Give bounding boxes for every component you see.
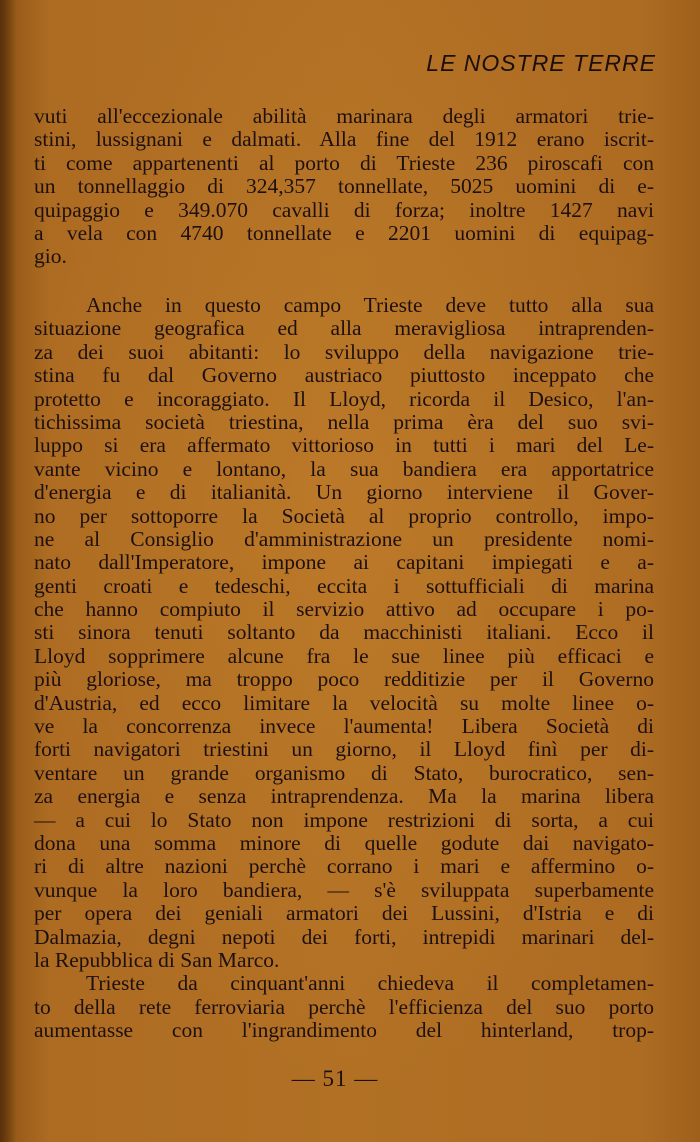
text-line: forti navigatori triestini un giorno, il Lloyd finì per di- — [34, 738, 654, 762]
text-line: ve la concorrenza invece l'aumenta! Libera Società di — [34, 715, 654, 739]
text-line: luppo si era affermato vittorioso in tutti i mari del Le- — [34, 434, 654, 458]
text-line: tichissima società triestina, nella prima èra del suo svi- — [34, 410, 654, 434]
text-line: d'energia e di italianità. Un giorno interviene il Gover- — [34, 481, 654, 505]
text-line: che hanno compiuto il servizio attivo ad occupare i po- — [34, 598, 654, 622]
text-line: a vela con 4740 tonnellate e 2201 uomini di equipag- — [34, 221, 654, 245]
text-line: to della rete ferroviaria perchè l'efficienza del suo porto — [34, 995, 654, 1019]
paragraph-1 — [34, 105, 654, 269]
text-line: per opera dei geniali armatori dei Lussini, d'Istria e di — [34, 902, 654, 926]
text-line: vante vicino e lontano, la sua bandiera era apportatrice — [34, 457, 654, 481]
text-line: — a cui lo Stato non impone restrizioni di sorta, a cui — [34, 808, 654, 832]
text-line: d'Austria, ed ecco limitare la velocità su molte linee o- — [34, 691, 654, 715]
text-line: situazione geografica ed alla meravigliosa intraprenden- — [34, 317, 654, 341]
text-line: aumentasse con l'ingrandimento del hinterland, trop- — [34, 1019, 654, 1043]
text-line: ventare un grande organismo di Stato, burocratico, sen- — [34, 761, 654, 785]
text-line: ne al Consiglio d'amministrazione un presidente nomi- — [34, 527, 654, 551]
text-line: ti come appartenenti al porto di Trieste 236 piroscafi con — [34, 151, 654, 175]
binding-shadow — [0, 0, 16, 1142]
text-line: vuti all'eccezionale abilità marinara degli armatori trie- — [34, 105, 654, 128]
text-line-indent: Anche in questo campo Trieste deve tutto alla sua — [86, 294, 654, 317]
text-line: stina fu dal Governo austriaco piuttosto inceppato che — [34, 364, 654, 388]
text-line: za energia e senza intraprendenza. Ma la marina libera — [34, 785, 654, 809]
page-number: — 51 — — [291, 1066, 379, 1091]
running-head: LE NOSTRE TERRE — [426, 50, 656, 76]
text-line: gio. — [34, 245, 67, 269]
text-line: vunque la loro bandiera, — s'è sviluppata superbamente — [34, 878, 654, 902]
text-line: un tonnellaggio di 324,357 tonnellate, 5025 uomini di e- — [34, 175, 654, 199]
text-line: Dalmazia, degni nepoti dei forti, intrepidi marinari del- — [34, 925, 654, 949]
text-line: genti croati e tedeschi, eccita i sottufficiali di marina — [34, 574, 654, 598]
text-line: ri di altre nazioni perchè corrano i mari e affermino o- — [34, 855, 654, 879]
text-line: Lloyd sopprimere alcune fra le sue linee più efficaci e — [34, 644, 654, 668]
text-line: stini, lussignani e dalmati. Alla fine del 1912 erano iscrit- — [34, 128, 654, 152]
text-line: la Repubblica di San Marco. — [34, 948, 280, 972]
text-line: no per sottoporre la Società al proprio controllo, impo- — [34, 504, 654, 528]
text-line: sti sinora tenuti soltanto da macchinisti italiani. Ecco il — [34, 621, 654, 645]
text-line: za dei suoi abitanti: lo sviluppo della navigazione trie- — [34, 340, 654, 364]
text-line: protetto e incoraggiato. Il Lloyd, ricorda il Desico, l'an- — [34, 387, 654, 411]
paragraph-2 — [34, 294, 654, 1043]
text-line: più gloriose, ma troppo poco redditizie per il Governo — [34, 668, 654, 692]
text-line-indent: Trieste da cinquant'anni chiedeva il completamen- — [86, 972, 654, 996]
text-line: dona una somma minore di quelle godute dai navigato- — [34, 831, 654, 855]
text-line: quipaggio e 349.070 cavalli di forza; inoltre 1427 navi — [34, 198, 654, 222]
text-line: nato dall'Imperatore, impone ai capitani impiegati e a- — [34, 551, 654, 575]
